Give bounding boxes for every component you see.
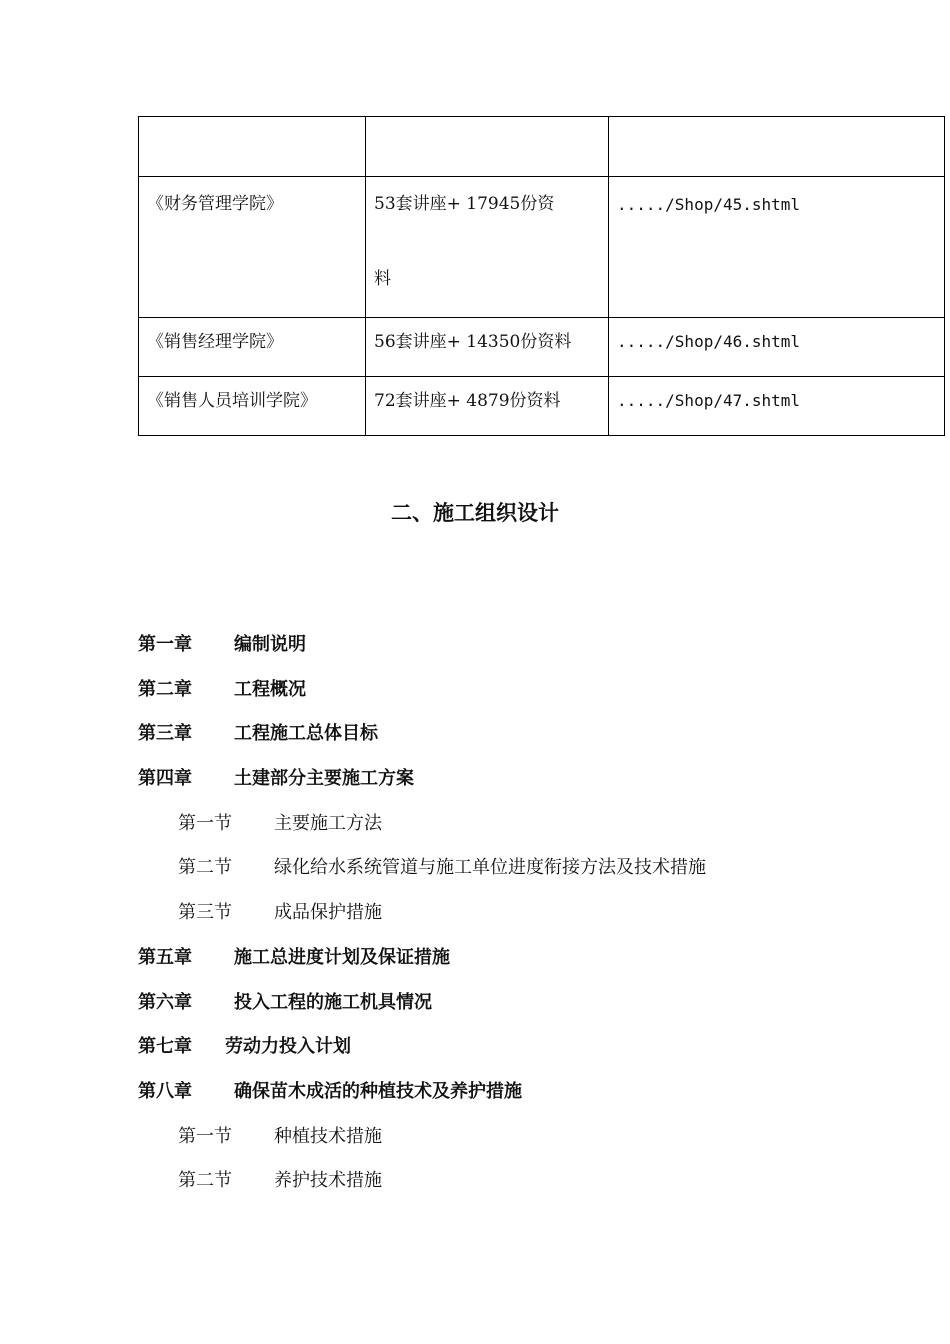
table-cell-content: 56套讲座+ 14350份资料 [366,318,609,377]
toc-chapter: 第三章 工程施工总体目标 [138,723,378,745]
resource-table [138,116,945,436]
section-title: 二、施工组织设计 [391,501,559,525]
table-cell-link: ...../Shop/45.shtml [609,177,945,318]
table-cell-name: 《销售经理学院》 [139,318,366,377]
table-row [139,318,945,377]
table-row [139,377,945,436]
toc-chapter: 第七章 劳动力投入计划 [138,1036,351,1058]
toc-section: 第二节 绿化给水系统管道与施工单位进度衔接方法及技术措施 [178,857,706,879]
toc-chapter: 第五章 施工总进度计划及保证措施 [138,946,450,968]
toc-section: 第一节 主要施工方法 [178,812,382,834]
toc-chapter: 第一章 编制说明 [138,634,306,655]
table-of-contents [138,631,918,1212]
table-cell-content: 53套讲座+ 17945份资 料 [366,177,609,318]
table-cell-link: ...../Shop/46.shtml [609,318,945,377]
toc-chapter: 第六章 投入工程的施工机具情况 [138,991,432,1013]
toc-section: 第一节 种植技术措施 [178,1125,382,1147]
toc-chapter: 第八章 确保苗木成活的种植技术及养护措施 [138,1080,522,1102]
toc-chapter: 第四章 土建部分主要施工方案 [138,768,414,790]
table-cell-name: 《财务管理学院》 [139,177,366,318]
table-row [139,177,945,318]
toc-chapter: 第二章 工程概况 [138,678,306,700]
table-cell-content: 72套讲座+ 4879份资料 [366,377,609,436]
table-cell-link: ...../Shop/47.shtml [609,377,945,436]
toc-section: 第三节 成品保护措施 [178,902,382,924]
table-cell-name: 《销售人员培训学院》 [139,377,366,436]
toc-section: 第二节 养护技术措施 [178,1170,382,1192]
